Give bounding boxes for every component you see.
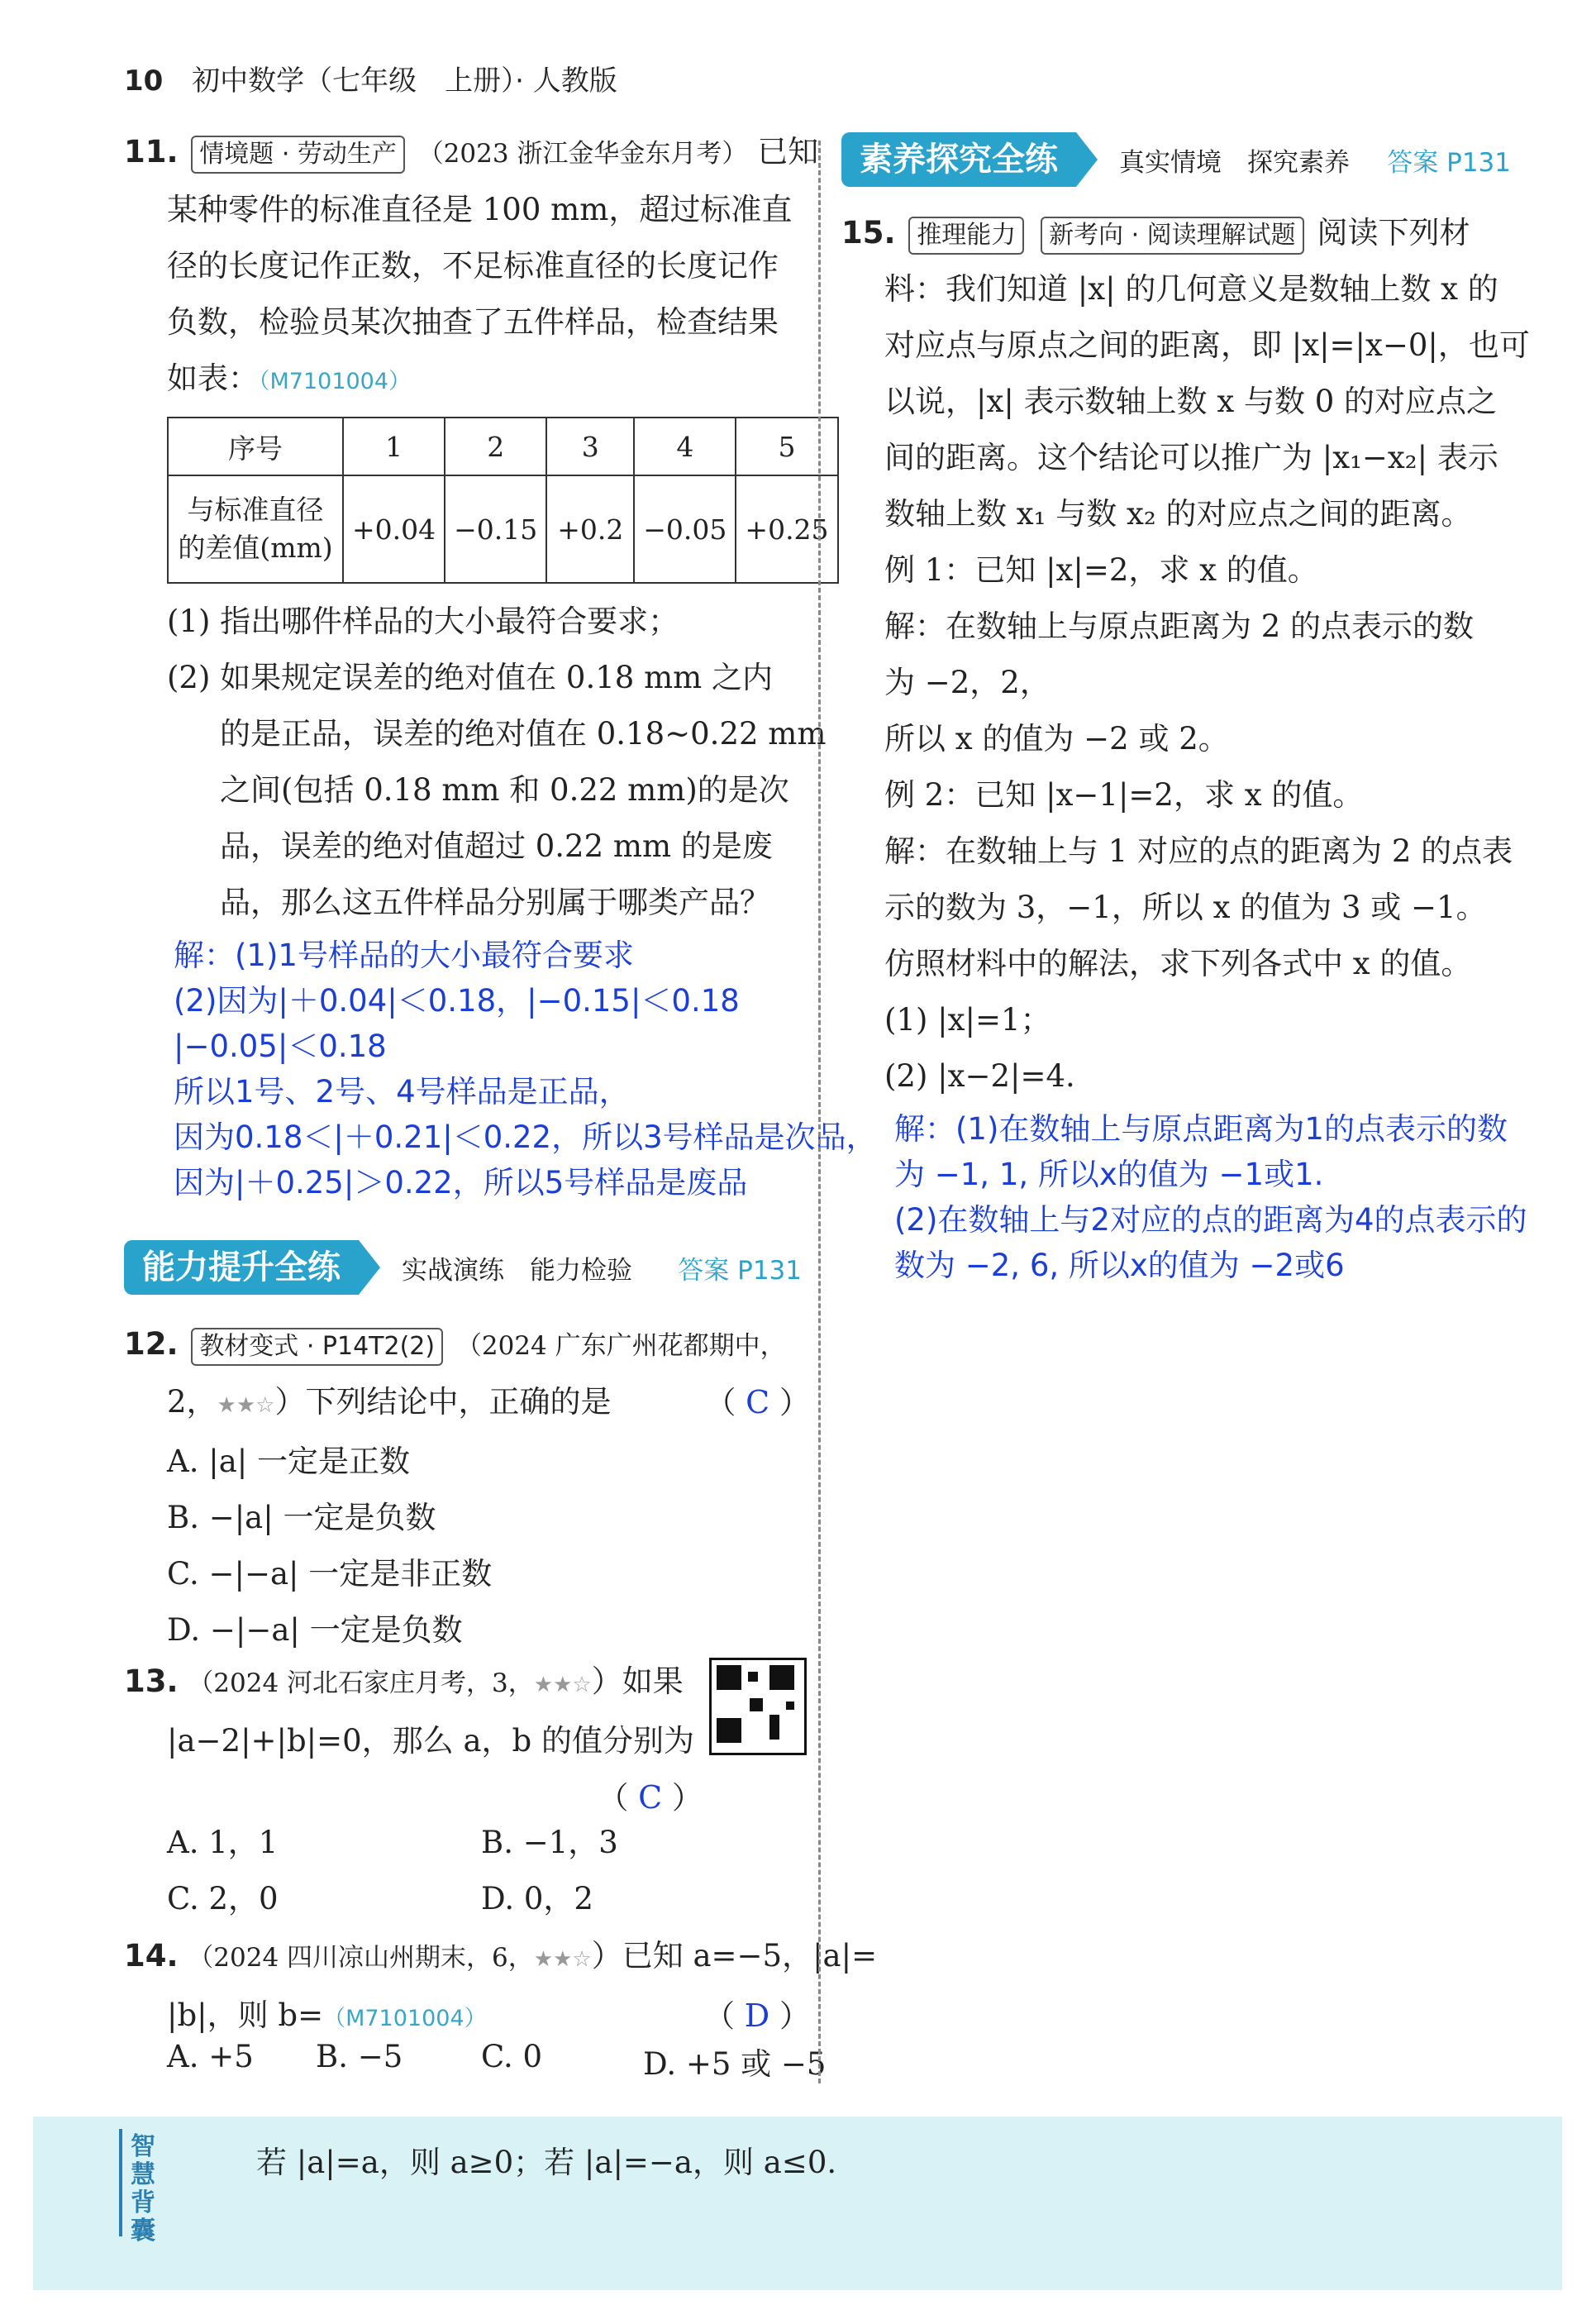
- q11-solution: 解：(1)1号样品的大小最符合要求 (2)因为|＋0.04|＜0.18，|−0.15|＜0.18 |−0.05|＜0.18 所以1号、2号、4号样品是正品， 因为0.18＜|＋0.21|＜0.22，所以3号样品是次品， 因为|＋0.25|＞0.22，所以5号样品是废品: [174, 938, 877, 1200]
- q11-tag: 情境题 · 劳动生产: [191, 136, 405, 174]
- question-13: 13. （2024 河北石家庄月考，3，★★☆）如果 |a−2|+|b|=0，那么 a，b 的值分别为 （ C ）: [124, 1663, 703, 1816]
- q11-table: [167, 417, 839, 584]
- page-header: [124, 58, 617, 98]
- q11-source: （2023 浙江金华金东月考）: [417, 139, 748, 169]
- q11-parts: (1) 指出哪件样品的大小最符合要求； (2) 如果规定误差的绝对值在 0.18 mm 之内 的是正品，误差的绝对值在 0.18~0.22 mm 之间(包括 0.18 mm 和 0.22 mm)的是次 品，误差的绝对值超过 0.22 mm 的是废 品，那么这五件样品分别属于哪类产品？: [167, 604, 827, 920]
- footer-left-line: [119, 2129, 122, 2236]
- q12-answer: C: [746, 1384, 770, 1420]
- q15-solution: 解：(1)在数轴上与原点距离为1的点表示的数 为 −1, 1, 所以x的值为 −1或1. (2)在数轴上与2对应的点的距离为4的点表示的 数为 −2, 6, 所以x的值为 −2或6: [894, 1111, 1527, 1283]
- book-title: 初中数学（七年级 上册）· 人教版: [192, 64, 617, 98]
- page: 10 初中数学（七年级 上册）· 人教版 11. 情境题 · 劳动生产 （2023 浙江金华金东月考） 已知 某种零件的标准直径是 100 mm，超过标准直 径的长度记作正数，不足标准直径的长度记作 负数，检验员某次抽查了五件样品，检查结果 如表：（M7101004） 序号 1 2 3 4 5 与标准直径 的差值(mm) +0.04 −0.15 +0.2 −0.05 +0.25 (1) 指出哪件样品的大小最符合要求； (2) 如果规定误差的绝对值在 0.18 mm 之内 的是正品，误差的绝对值在 0.18~0.22 mm 之间(包括 0.18 mm 和 0.22 mm)的是次 品，误差的绝对值超过 0.22 mm 的是废 品，那么这五件样品分别属于哪类产品？ 解：(1)1号样品的大小最符合要求 (2)因为|＋0.04|＜0.18，|−0.15|＜0.18 |−0.05|＜0.18 所以1号、2号、4号样品是正品， 因为0.18＜|＋0.21|＜0.22，所以3号样品是次品， 因为|＋0.25|＞0.22，所以5号样品是废品 能力提升全练 实战演练 能力检验 答案 P131 12. 教材变式 · P14T2(2) （2024 广东广州花都期中， 2，★★☆）下列结论中，正确的是 （ C ） A. |a| 一定是正数 B. −|a| 一定是负数 C. −|−a| 一定是非正数 D. −|−a| 一定是负数 13. （2024 河北石家庄月考，3，★★☆）如果 |a−2|+|b|=0，那么 a，b 的值分别为 （ C ） A. 1，1 B. −1，3 C. 2，0 D. 0，2 14. （2024 四川凉山州期末，6，★★☆）已知 a=−5，|a|= |b|，则 b=（M7101004） （ D ） A. +5 B. −5 C. 0 D. +5 或 −5 素养探究全练 真实情境 探究素养 答案 P131 15. 推理能力 新考向 · 阅读理解试题 阅读下列材 料：我们知道 |x| 的几何意义是数轴上数 x 的 对应点与原点之间的距离，即 |x|=|x−0|，也可 以说，|x| 表示数轴上数 x 与数 0 的对应点之 间的距离。这个结论可以推广为 |x₁−x₂| 表示 数轴上数 x₁ 与数 x₂ 的对应点之间的距离。 例 1：已知 |x|=2，求 x 的值。 解：在数轴上与原点距离为 2 的点表示的数 为 −2，2， 所以 x 的值为 −2 或 2。 例 2：已知 |x−1|=2，求 x 的值。 解：在数轴上与 1 对应的点的距离为 2 的点表 示的数为 3，−1，所以 x 的值为 3 或 −1。 仿照材料中的解法，求下列各式中 x 的值。 (1) |x|=1； (2) |x−2|=4. 解：(1)在数轴上与原点距离为1的点表示的数 为 −1, 1, 所以x的值为 −1或1. (2)在数轴上与2对应的点的距离为4的点表示的 数为 −2, 6, 所以x的值为 −2或6 智慧背囊 若 |a|=a，则 a≥0；若 |a|=−a，则 a≤0.: [0, 0, 1596, 2310]
- q11-code: （M7101004）: [259, 369, 412, 394]
- question-14: 14. （2024 四川凉山州期末，6，★★☆）已知 a=−5，|a|= |b|，则 b=（M7101004） （ D ）: [124, 1938, 878, 2034]
- q13-answer: C: [638, 1779, 663, 1816]
- footer-tip-text: 若 |a|=a，则 a≥0；若 |a|=−a，则 a≤0.: [256, 2145, 837, 2180]
- page-number: 10: [124, 64, 164, 98]
- column-divider: [818, 141, 821, 2083]
- section-ability-header: 能力提升全练 实战演练 能力检验 答案 P131: [124, 1240, 802, 1295]
- question-11: 11. 情境题 · 劳动生产 （2023 浙江金华金东月考） 已知 某种零件的标准直径是 100 mm，超过标准直 径的长度记作正数，不足标准直径的长度记作 负数，检验员某次抽查了五件样品，检查结果 如表：（M7101004）: [124, 134, 819, 396]
- q14-answer: D: [744, 1997, 770, 2034]
- question-12: 12. 教材变式 · P14T2(2) （2024 广东广州花都期中， 2，★★☆）下列结论中，正确的是 （ C ） A. |a| 一定是正数 B. −|a| 一定是负数 C. −|−a| 一定是非正数 D. −|−a| 一定是负数: [124, 1326, 810, 1648]
- table-row: 与标准直径 的差值(mm) +0.04 −0.15 +0.2 −0.05 +0.25: [168, 475, 838, 583]
- question-15: 15. 推理能力 新考向 · 阅读理解试题 阅读下列材 料：我们知道 |x| 的几何意义是数轴上数 x 的 对应点与原点之间的距离，即 |x|=|x−0|，也可 以说，|x| 表示数轴上数 x 与数 0 的对应点之 间的距离。这个结论可以推广为 |x₁−x₂| 表示 数轴上数 x₁ 与数 x₂ 的对应点之间的距离。 例 1：已知 |x|=2，求 x 的值。 解：在数轴上与原点距离为 2 的点表示的数 为 −2，2， 所以 x 的值为 −2 或 2。 例 2：已知 |x−1|=2，求 x 的值。 解：在数轴上与 1 对应的点的距离为 2 的点表 示的数为 3，−1，所以 x 的值为 3 或 −1。 仿照材料中的解法，求下列各式中 x 的值。 (1) |x|=1； (2) |x−2|=4.: [841, 215, 1530, 1094]
- qr-code[interactable]: [709, 1658, 807, 1755]
- table-header-row: 序号 1 2 3 4 5: [168, 418, 838, 475]
- section-explore-header: 素养探究全练 真实情境 探究素养 答案 P131: [841, 132, 1511, 187]
- footer-side-label: 智慧背囊: [131, 2132, 155, 2246]
- difficulty-stars: ★★☆: [217, 1393, 275, 1418]
